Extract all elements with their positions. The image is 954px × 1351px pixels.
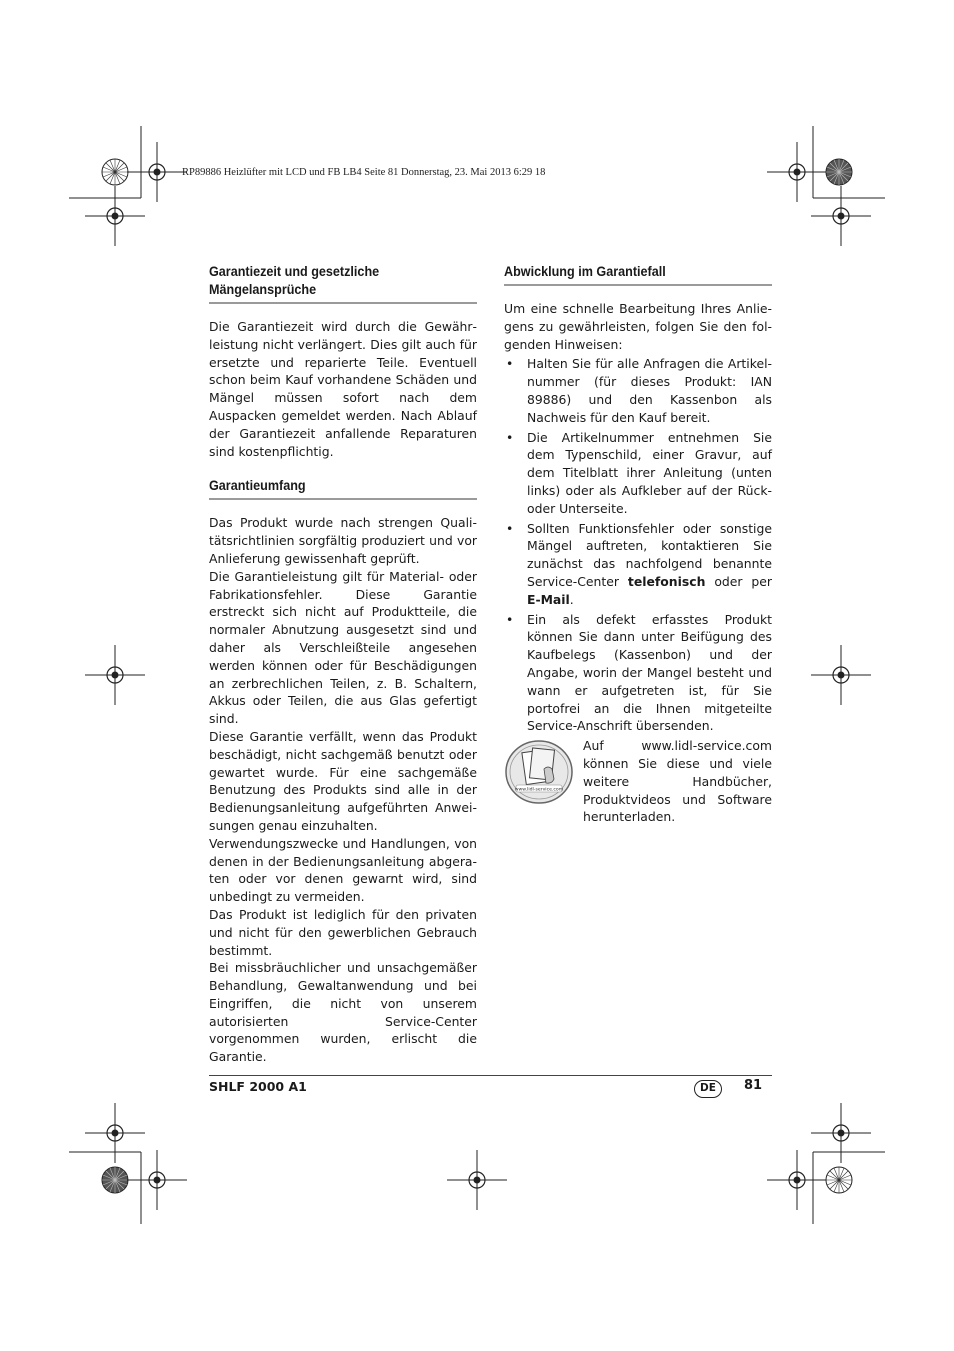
bold-email-text: E-Mail (527, 591, 570, 607)
bullet: • (506, 611, 514, 627)
left-column (209, 262, 477, 1082)
section-title: Abwicklung im Garantiefall (504, 263, 666, 279)
list-item (504, 355, 772, 426)
paragraph: Die Garantiezeit wird durch die Gewährleistung nicht verlängert. Dies gilt auch für ersetzte und reparierte Teile. Eventuell schon beim Kauf vorhandene Schäden und Mängel müssen sofort nach dem Auspacken gemeldet werden. Nach Ablauf der Garantiezeit anfallende Reparaturen sind kostenpflichtig. (209, 319, 477, 459)
section-title (209, 262, 477, 298)
bold-phone-text: telefonisch (627, 573, 706, 589)
instruction-list (504, 355, 772, 735)
title-line: Mängelansprüche (209, 281, 317, 297)
section-heading-wrap (209, 476, 477, 500)
section-garantieumfang (209, 476, 477, 1066)
list-item-text: Ein als defekt erfasstes Produkt können Sie dann unter Beifügung des Kaufbelegs (Kassenbon) und der Angabe, worin der Mangel besteht und wann er aufgetreten ist, für Sie portofrei an die Ihnen mitgeteilte Service-Anschrift übersenden. (527, 611, 772, 734)
paragraph: Diese Garantie verfällt, wenn das Produkt beschädigt, nicht sachgemäß benutzt oder gewartet wurde. Für eine sachgemäße Benutzung des Produkts sind alle in der Bedienungsanleitung aufgeführten Anweisungen genau einzuhalten. (209, 728, 477, 833)
bullet: • (506, 520, 514, 536)
language-badge: DE (694, 1080, 722, 1098)
list-item-text: Sollten Funktionsfehler oder sonstige Mängel auftreten, kontaktieren Sie zunächst das nachfolgend benannte Service-Center (527, 520, 772, 589)
paragraph: Die Garantieleistung gilt für Material- oder Fabrikationsfehler. Diese Garantie erstreckt sich nicht auf Produktteile, die normaler Abnutzung ausgesetzt sind und daher als Verschleißteile angesehen werden können oder für Beschädigungen an zerbrechlichen Teilen, z. B. Schaltern, Akkus oder Teilen, die aus Glas gefertigt sind. (209, 568, 477, 727)
list-item (504, 429, 772, 518)
right-column (504, 262, 772, 826)
list-item-text: Halten Sie für alle Anfragen die Artikelnummer (für dieses Produkt: IAN 89886) und den Kassenbon als Nachweis für den Kauf bereit. (527, 356, 772, 425)
lidl-service-badge-icon (504, 739, 574, 805)
paragraph: Das Produkt ist lediglich für den privaten und nicht für den gewerblichen Gebrauch bestimmt. (209, 906, 477, 958)
model-name: SHLF 2000 A1 (209, 1079, 307, 1094)
title-line: Garantiezeit und gesetzliche (209, 263, 380, 279)
intro-paragraph: Um eine schnelle Bearbeitung Ihres Anliegens zu gewährleisten, folgen Sie den folgenden Hinweisen: (504, 301, 772, 352)
list-item (504, 611, 772, 736)
list-item (504, 520, 772, 609)
lidl-service-paragraph: Auf www.lidl-service.com können Sie diese und viele weitere Handbücher, Produktvideos und Software herunterladen. (583, 738, 772, 825)
paragraph: Verwendungszwecke und Handlungen, von denen in der Bedienungsanleitung abgeraten oder vor denen gewarnt wird, sind unbedingt zu vermeiden. (209, 835, 477, 905)
list-item-text: Die Artikelnummer entnehmen Sie dem Typenschild, einer Gravur, auf dem Titelblatt ihrer Anleitung (unten links) oder als Aufkleber auf der Rück- oder Unterseite. (527, 429, 772, 516)
bullet: • (506, 356, 514, 372)
paragraph: Bei missbräuchlicher und unsachgemäßer Behandlung, Gewaltanwendung und bei Eingriffen, die nicht von unserem autorisierten Service-Center vorgenommen wurden, erlischt die Garantie. (209, 960, 477, 1065)
footer-rule (209, 1075, 772, 1076)
section-title: Garantieumfang (209, 477, 306, 494)
lidl-service-note (504, 737, 772, 826)
section-garantiezeit (209, 262, 477, 460)
page-number: 81 (744, 1078, 763, 1093)
section-heading-wrap (209, 262, 477, 304)
print-slug: RP89886 Heizlüfter mit LCD und FB LB4 Seite 81 Donnerstag, 23. Mai 2013 6:29 18 (182, 167, 546, 178)
bullet: • (506, 429, 514, 445)
section-heading-wrap (504, 262, 772, 286)
paragraph: Das Produkt wurde nach strengen Qualitätsrichtlinien sorgfältig produziert und vor Anlieferung gewissenhaft geprüft. (209, 515, 477, 566)
list-item-text: . (569, 591, 574, 607)
badge-url-text: www.lidl-service.com (514, 787, 564, 793)
list-item-text: oder per (705, 573, 772, 589)
